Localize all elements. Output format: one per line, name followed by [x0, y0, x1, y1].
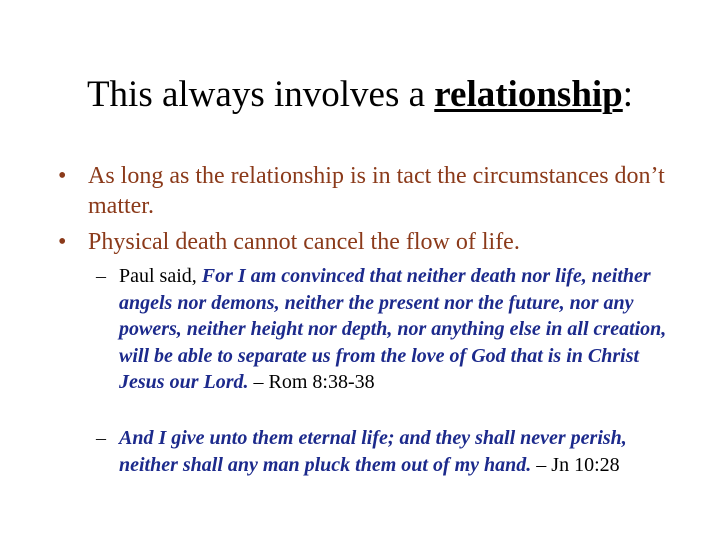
bullet-relationship — [58, 161, 678, 221]
sub-bullet-marker: – — [96, 265, 106, 287]
sub-bullet-text — [119, 425, 676, 478]
sub-bullet-john — [96, 425, 676, 478]
bullet-marker: • — [58, 163, 67, 189]
scripture-reference: – Rom 8:38-38 — [248, 371, 375, 393]
title-prefix: This always involves a — [86, 74, 435, 115]
bullet-text: As long as the relationship is in tact the circumstances don’t matter. — [88, 163, 665, 219]
title-keyword: relationship — [434, 74, 623, 115]
scripture-reference: – Jn 10:28 — [531, 453, 620, 476]
sub-bullet-marker: – — [96, 427, 106, 449]
bullet-marker: • — [58, 229, 67, 255]
sub-bullet-text — [119, 263, 676, 396]
bullet-physical-death — [58, 227, 678, 257]
quote-lead: Paul said, — [119, 265, 202, 287]
sub-bullet-romans — [96, 263, 676, 396]
scripture-quote: For I am convinced that neither death nor life, neither angels nor demons, neither the present nor the future, nor any powers, neither height nor depth, nor anything else in all creation, will be able to separate us from the love of God that is in Christ Jesus our Lord. — [119, 265, 667, 393]
title-suffix: : — [622, 74, 634, 115]
scripture-quote: And I give unto them eternal life; and they shall never perish, neither shall any man pluck them out of my hand. — [119, 427, 627, 476]
bullet-text: Physical death cannot cancel the flow of life. — [88, 229, 520, 255]
